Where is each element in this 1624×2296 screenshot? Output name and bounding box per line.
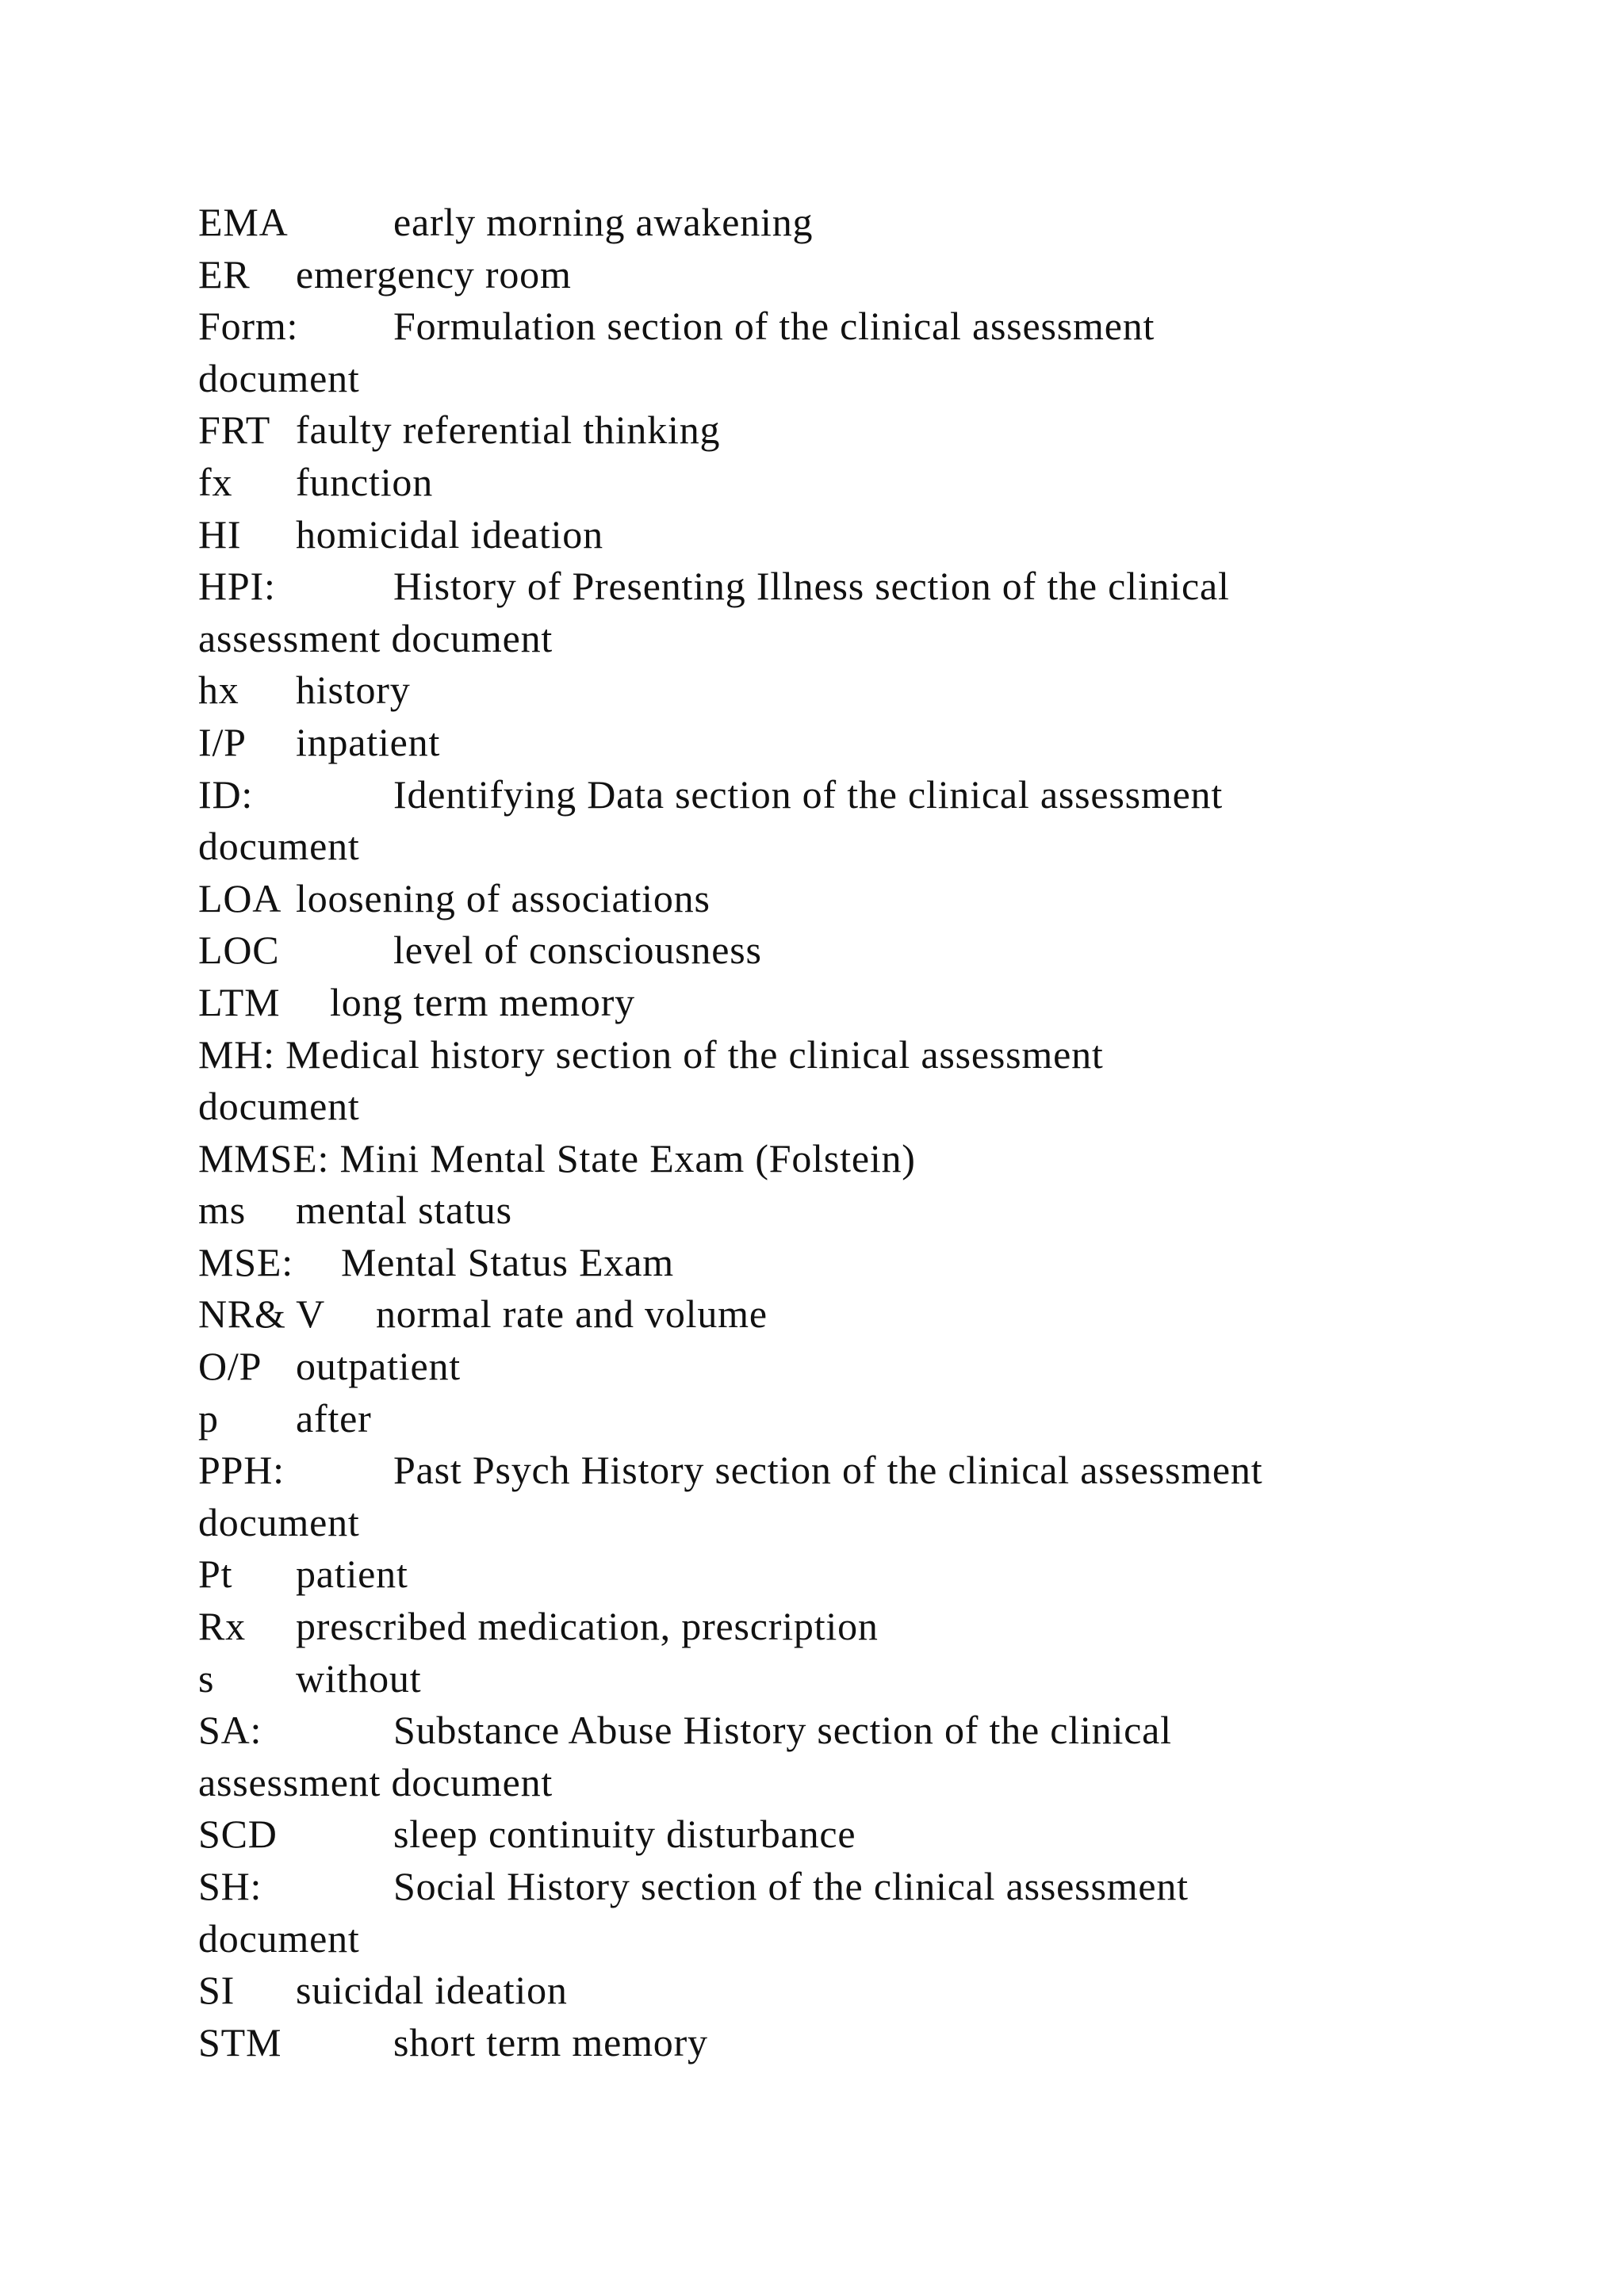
abbreviation: MSE: xyxy=(198,1239,293,1284)
abbreviation: hx xyxy=(198,668,239,713)
abbreviation: ER xyxy=(198,251,251,297)
abbreviation: I/P xyxy=(198,719,247,764)
abbreviation: O/P xyxy=(198,1344,262,1389)
list-item xyxy=(198,873,1546,925)
list-item xyxy=(198,2017,1546,2069)
list-item xyxy=(198,1808,1546,1861)
definition: prescribed medication, prescription xyxy=(296,1604,879,1649)
definition: homicidal ideation xyxy=(296,511,603,557)
list-item xyxy=(198,1184,1546,1237)
list-item xyxy=(198,1445,1546,1497)
list-item-continuation xyxy=(198,1081,1546,1133)
entry-text: MH: Medical history section of the clinical assessment xyxy=(198,1031,1104,1077)
definition: faulty referential thinking xyxy=(296,408,721,453)
list-item xyxy=(198,977,1546,1029)
list-item-continuation xyxy=(198,613,1546,665)
definition: Substance Abuse History section of the clinical xyxy=(393,1708,1172,1753)
list-item-continuation xyxy=(198,1757,1546,1809)
continuation-text: document xyxy=(198,824,360,869)
list-item xyxy=(198,404,1546,457)
definition: early morning awakening xyxy=(393,200,814,244)
list-item-continuation xyxy=(198,821,1546,873)
definition: outpatient xyxy=(296,1344,461,1389)
abbreviation: STM xyxy=(198,2019,282,2064)
list-item xyxy=(198,664,1546,717)
list-item xyxy=(198,561,1546,613)
definition: after xyxy=(296,1395,372,1441)
definition: Identifying Data section of the clinical assessment xyxy=(393,771,1224,817)
definition: mental status xyxy=(296,1188,512,1233)
continuation-text: document xyxy=(198,1915,360,1961)
list-item xyxy=(198,1133,1546,1185)
list-item xyxy=(198,1393,1546,1445)
entry-text: MMSE: Mini Mental State Exam (Folstein) xyxy=(198,1135,916,1181)
abbreviation: LTM xyxy=(198,979,281,1024)
list-item xyxy=(198,769,1546,821)
list-item xyxy=(198,300,1546,353)
definition: history xyxy=(296,668,411,713)
definition: sleep continuity disturbance xyxy=(393,1812,856,1857)
definition: function xyxy=(296,459,434,504)
definition: long term memory xyxy=(330,979,635,1024)
abbreviation: EMA xyxy=(198,200,289,244)
abbreviation: ID: xyxy=(198,771,254,817)
definition: level of consciousness xyxy=(393,928,762,973)
abbreviation: SCD xyxy=(198,1812,278,1857)
definition: Past Psych History section of the clinical assessment xyxy=(393,1448,1263,1493)
list-item xyxy=(198,457,1546,509)
list-item xyxy=(198,1029,1546,1081)
abbreviation: PPH: xyxy=(198,1448,285,1493)
definition: Mental Status Exam xyxy=(341,1239,674,1284)
continuation-text: document xyxy=(198,355,360,400)
definition: without xyxy=(296,1655,422,1701)
continuation-text: document xyxy=(198,1084,360,1129)
abbreviation-list xyxy=(198,197,1546,2068)
definition: short term memory xyxy=(393,2019,708,2064)
list-item xyxy=(198,249,1546,301)
abbreviation: HI xyxy=(198,511,242,557)
list-item xyxy=(198,197,1546,249)
definition: emergency room xyxy=(296,251,572,297)
definition: normal rate and volume xyxy=(376,1292,768,1337)
list-item xyxy=(198,1288,1546,1341)
definition: Formulation section of the clinical assessment xyxy=(393,304,1155,349)
abbreviation: LOA xyxy=(198,875,282,920)
abbreviation: fx xyxy=(198,459,233,504)
definition: loosening of associations xyxy=(296,875,710,920)
list-item xyxy=(198,1965,1546,2017)
continuation-text: assessment document xyxy=(198,1759,553,1804)
definition: Social History section of the clinical assessment xyxy=(393,1864,1189,1908)
list-item xyxy=(198,1861,1546,1913)
continuation-text: document xyxy=(198,1499,360,1544)
abbreviation: SI xyxy=(198,1968,236,2013)
abbreviation: NR& V xyxy=(198,1292,326,1337)
abbreviation: SH: xyxy=(198,1864,262,1908)
abbreviation: FRT xyxy=(198,408,271,453)
list-item xyxy=(198,1237,1546,1289)
abbreviation: Form: xyxy=(198,304,299,349)
list-item-continuation xyxy=(198,353,1546,405)
list-item xyxy=(198,1601,1546,1653)
list-item xyxy=(198,1705,1546,1757)
abbreviation: s xyxy=(198,1655,215,1701)
abbreviation: Rx xyxy=(198,1604,246,1649)
list-item-continuation xyxy=(198,1913,1546,1965)
abbreviation: SA: xyxy=(198,1708,262,1753)
definition: inpatient xyxy=(296,719,441,764)
abbreviation: ms xyxy=(198,1188,246,1233)
definition: patient xyxy=(296,1552,408,1597)
abbreviation: LOC xyxy=(198,928,280,973)
definition: History of Presenting Illness section of the clinical xyxy=(393,564,1230,609)
list-item xyxy=(198,509,1546,561)
list-item xyxy=(198,1548,1546,1601)
list-item xyxy=(198,924,1546,977)
abbreviation: HPI: xyxy=(198,564,276,609)
abbreviation: p xyxy=(198,1395,219,1441)
list-item-continuation xyxy=(198,1497,1546,1549)
list-item xyxy=(198,717,1546,769)
abbreviation: Pt xyxy=(198,1552,233,1597)
list-item xyxy=(198,1653,1546,1705)
continuation-text: assessment document xyxy=(198,615,553,660)
list-item xyxy=(198,1341,1546,1393)
definition: suicidal ideation xyxy=(296,1968,568,2013)
